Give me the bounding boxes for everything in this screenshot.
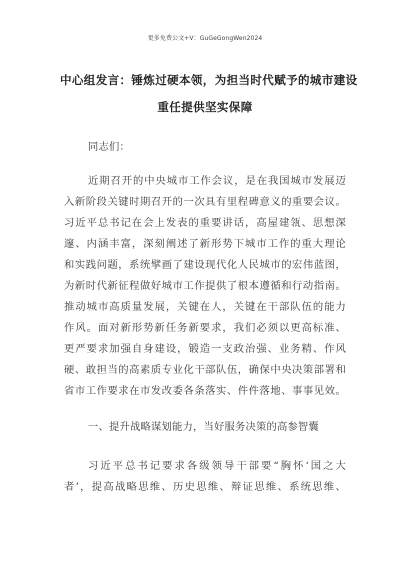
document-title-line-2: 重任提供坚实保障 [157,100,253,114]
paragraph-1-line-4: 邃、内涵丰富，深刻阐述了新形势下城市工作的重大理论 [64,238,346,250]
section-1-heading: 一、提升战略谋划能力，当好服务决策的高参智囊 [88,421,319,433]
page-header: 更多免费公文+V：GuGeGongWen2024 [147,35,263,42]
paragraph-1-line-1: 近期召开的中央城市工作会议，是在我国城市发展迈 [88,175,346,187]
paragraph-1-line-11: 省市工作要求在市发改委各条落实、件件落地、事事见效。 [64,385,346,397]
document-title-line-1: 中心组发言：锤炼过硬本领，为担当时代赋予的城市建设 [60,73,358,87]
paragraph-1-line-3: 习近平总书记在会上发表的重要讲话，高屋建瓴、思想深 [64,217,346,229]
paragraph-1-line-9: 更严要求加强自身建设，锻造一支政治强、业务精、作风 [64,343,346,355]
salutation: 同志们： [88,141,130,153]
paragraph-1-line-2: 入新阶段关键时期召开的一次具有里程碑意义的重要会议。 [64,196,346,208]
paragraph-1-line-8: 作风。面对新形势新任务新要求，我们必须以更高标准、 [64,322,346,334]
paragraph-2-line-1: 习近平总书记要求各级领导干部要“胸怀‘国之大 [88,460,346,472]
paragraph-1-line-5: 和实践问题，系统擘画了建设现代化人民城市的宏伟蓝图， [64,259,346,271]
paragraph-1-line-10: 硬、敢担当的高素质专业化干部队伍，确保中央决策部署和 [64,364,346,376]
paragraph-1-line-7: 推动城市高质量发展，关键在人，关键在干部队伍的能力 [64,301,346,313]
paragraph-1-line-6: 为新时代新征程做好城市工作提供了根本遵循和行动指南。 [64,280,346,292]
paragraph-2-line-2: 者’，提高战略思维、历史思维、辩证思维、系统思维、 [64,481,346,493]
